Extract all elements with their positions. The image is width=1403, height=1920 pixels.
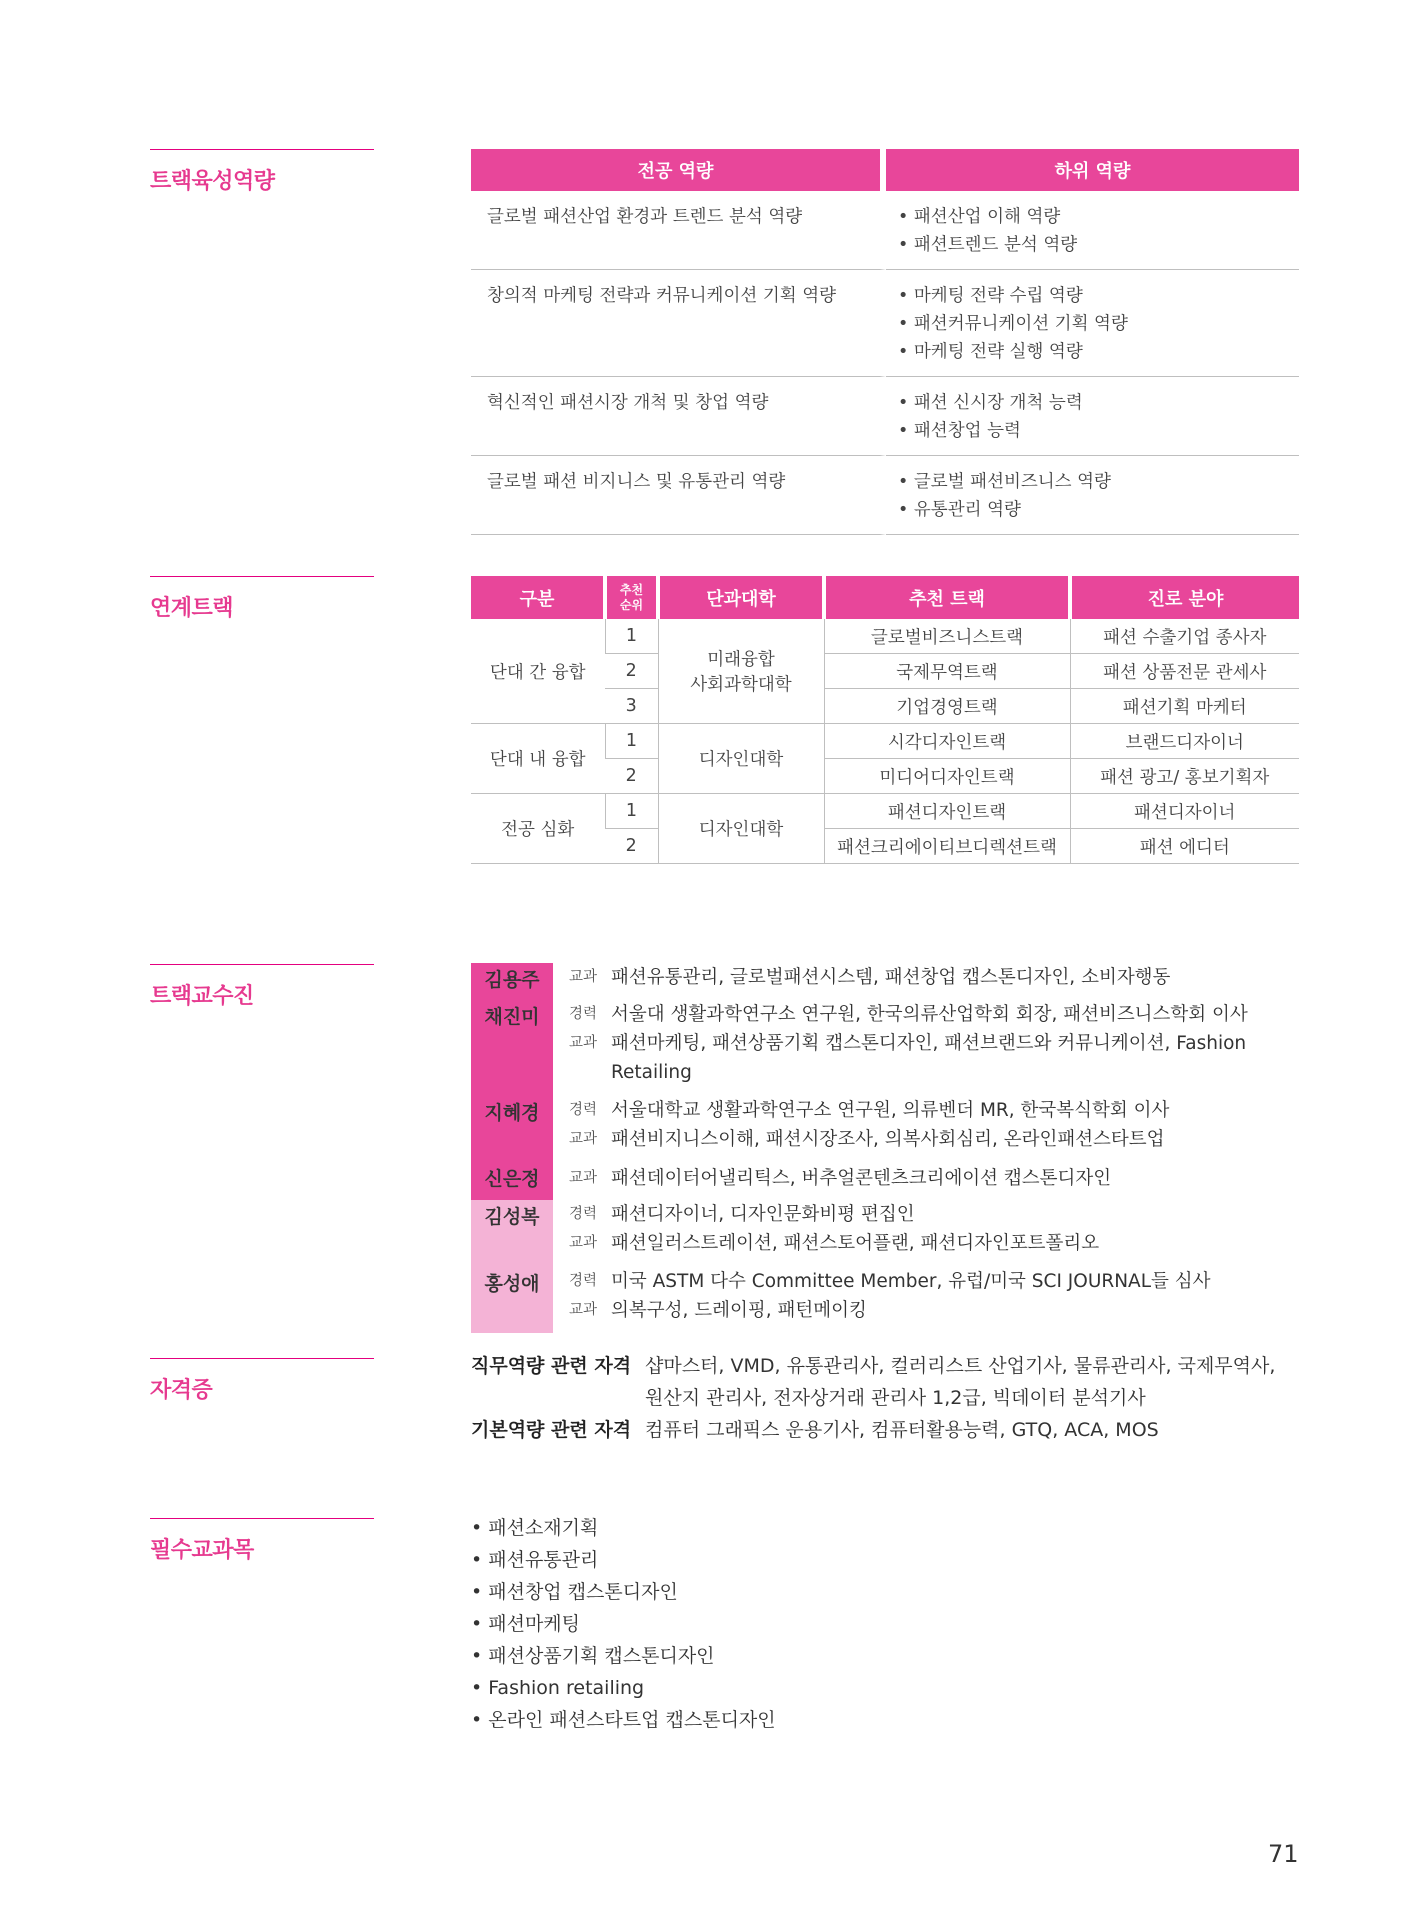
- faculty-line-tag: 교과: [569, 1302, 598, 1318]
- certificate-text: 컴퓨터 그래픽스 운용기사, 컴퓨터활용능력, GTQ, ACA, MOS: [645, 1419, 1159, 1441]
- faculty-list: [471, 963, 1301, 1333]
- certificate-row: [471, 1350, 1301, 1414]
- rank: 2: [605, 654, 658, 689]
- faculty-line-text: 패션일러스트레이션, 패션스토어플랜, 패션디자인포트폴리오: [611, 1233, 1100, 1254]
- linked-header-career: 진로 분야: [1070, 576, 1299, 619]
- rank: 3: [605, 689, 658, 724]
- sub-competency: • 마케팅 전략 수립 역량: [898, 286, 1083, 306]
- faculty-name: 신은정: [471, 1162, 553, 1200]
- major-competency: 혁신적인 패션시장 개척 및 창업 역량: [471, 377, 886, 456]
- list-item: • 패션마케팅: [471, 1613, 581, 1635]
- major-competency: 창의적 마케팅 전략과 커뮤니케이션 기획 역량: [471, 270, 886, 377]
- recommended-track: 미디어디자인트랙: [824, 759, 1070, 794]
- faculty-name: 채진미: [471, 1000, 553, 1096]
- college-line: 디자인대학: [698, 750, 784, 770]
- faculty-entry: [471, 1267, 1301, 1333]
- major-competency: 글로벌 패션 비지니스 및 유통관리 역량: [471, 456, 886, 535]
- sub-competency: • 패션 신시장 개척 능력: [898, 393, 1083, 413]
- faculty-line-text: Retailing: [611, 1062, 692, 1083]
- recommended-track: 기업경영트랙: [824, 689, 1070, 724]
- track-type: 전공 심화: [471, 794, 605, 864]
- faculty-entry: [471, 1200, 1301, 1267]
- sub-competency-list: [886, 191, 1299, 270]
- career-field: 패션 광고/ 홍보기획자: [1070, 759, 1299, 794]
- faculty-line-text: 의복구성, 드레이핑, 패턴메이킹: [611, 1300, 867, 1321]
- recommended-track: 국제무역트랙: [824, 654, 1070, 689]
- faculty-line-tag: 경력: [569, 1273, 598, 1289]
- faculty-entry: [471, 1162, 1301, 1200]
- linked-header-rank: [605, 576, 658, 619]
- list-item: • 패션유통관리: [471, 1549, 599, 1571]
- career-field: 브랜드디자이너: [1070, 724, 1299, 759]
- faculty-entry: [471, 963, 1301, 1000]
- college-line: 디자인대학: [698, 820, 784, 840]
- competency-table: [471, 149, 1299, 535]
- list-item: • 패션상품기획 캡스톤디자인: [471, 1645, 715, 1667]
- faculty-line-tag: 경력: [569, 1102, 598, 1118]
- sub-competency: • 패션커뮤니케이션 기획 역량: [898, 314, 1128, 334]
- section-label-competency: 트랙육성역량: [150, 149, 374, 195]
- rank: 2: [605, 759, 658, 794]
- faculty-name: 지혜경: [471, 1096, 553, 1162]
- linked-header-track: 추천 트랙: [824, 576, 1070, 619]
- list-item: • 패션소재기획: [471, 1517, 599, 1539]
- faculty-name: 김성복: [471, 1200, 553, 1267]
- rank: 1: [605, 724, 658, 759]
- college: [658, 724, 824, 794]
- recommended-track: 시각디자인트랙: [824, 724, 1070, 759]
- faculty-name: 홍성애: [471, 1267, 553, 1333]
- table-row: [471, 456, 1299, 535]
- linked-track-table: [471, 576, 1299, 864]
- faculty-line-text: 미국 ASTM 다수 Committee Member, 유럽/미국 SCI JOURNAL들 심사: [611, 1271, 1211, 1292]
- table-row: [471, 619, 1299, 654]
- linked-header-rank-line: 추천: [619, 582, 644, 597]
- certificate-category: 기본역량 관련 자격: [471, 1419, 632, 1441]
- sub-competency-list: [886, 377, 1299, 456]
- faculty-line-tag: 교과: [569, 1131, 598, 1147]
- certificate-text: 샵마스터, VMD, 유통관리사, 컬러리스트 산업기사, 물류관리사, 국제무역사,: [645, 1355, 1276, 1377]
- list-item: • 온라인 패션스타트업 캡스톤디자인: [471, 1709, 776, 1731]
- sub-competency: • 패션산업 이해 역량: [898, 207, 1061, 227]
- rank: 1: [605, 619, 658, 654]
- major-competency: 글로벌 패션산업 환경과 트렌드 분석 역량: [471, 191, 886, 270]
- faculty-line-tag: 교과: [569, 1170, 598, 1186]
- certificate-row: [471, 1414, 1301, 1446]
- sub-competency: • 마케팅 전략 실행 역량: [898, 342, 1083, 362]
- linked-header-type: 구분: [471, 576, 605, 619]
- table-row: [471, 191, 1299, 270]
- certificate-category: 직무역량 관련 자격: [471, 1355, 632, 1377]
- faculty-name: 김용주: [471, 963, 553, 1000]
- list-item: • Fashion retailing: [471, 1677, 645, 1699]
- faculty-line-text: 패션디자이너, 디자인문화비평 편집인: [611, 1204, 915, 1225]
- linked-header-college: 단과대학: [658, 576, 824, 619]
- linked-header-rank-line: 순위: [619, 597, 644, 612]
- competency-header-sub: 하위 역량: [886, 149, 1299, 191]
- list-item: • 패션창업 캡스톤디자인: [471, 1581, 678, 1603]
- rank: 2: [605, 829, 658, 864]
- faculty-line-text: 서울대학교 생활과학연구소 연구원, 의류벤더 MR, 한국복식학회 이사: [611, 1100, 1170, 1121]
- college-line: 미래융합: [707, 650, 775, 670]
- table-row: [471, 377, 1299, 456]
- table-row: [471, 794, 1299, 829]
- section-label-certificate: 자격증: [150, 1358, 374, 1404]
- certificate-text: 원산지 관리사, 전자상거래 관리사 1,2급, 빅데이터 분석기사: [645, 1387, 1146, 1409]
- college: [658, 794, 824, 864]
- faculty-line-tag: 경력: [569, 1006, 598, 1022]
- competency-header-major: 전공 역량: [471, 149, 886, 191]
- sub-competency: • 패션창업 능력: [898, 421, 1021, 441]
- table-row: [471, 724, 1299, 759]
- recommended-track: 패션디자인트랙: [824, 794, 1070, 829]
- section-label-faculty: 트랙교수진: [150, 964, 374, 1010]
- required-course-list: [471, 1512, 776, 1736]
- college: [658, 619, 824, 724]
- faculty-line-tag: 교과: [569, 969, 598, 985]
- section-label-required-courses: 필수교과목: [150, 1518, 374, 1564]
- rank: 1: [605, 794, 658, 829]
- recommended-track: 패션크리에이티브디렉션트랙: [824, 829, 1070, 864]
- faculty-line-tag: 교과: [569, 1235, 598, 1251]
- faculty-line-text: 패션데이터어낼리틱스, 버추얼콘텐츠크리에이션 캡스톤디자인: [611, 1168, 1112, 1189]
- career-field: 패션기획 마케터: [1070, 689, 1299, 724]
- faculty-line-text: 서울대 생활과학연구소 연구원, 한국의류산업학회 회장, 패션비즈니스학회 이사: [611, 1004, 1248, 1025]
- sub-competency: • 유통관리 역량: [898, 500, 1021, 520]
- track-type: 단대 간 융합: [471, 619, 605, 724]
- faculty-line-tag: [569, 1058, 611, 1087]
- career-field: 패션 상품전문 관세사: [1070, 654, 1299, 689]
- faculty-line-text: 패션마케팅, 패션상품기획 캡스톤디자인, 패션브랜드와 커뮤니케이션, Fashion: [611, 1033, 1247, 1054]
- faculty-line-text: 패션비지니스이해, 패션시장조사, 의복사회심리, 온라인패션스타트업: [611, 1129, 1165, 1150]
- faculty-line-text: 패션유통관리, 글로벌패션시스템, 패션창업 캡스톤디자인, 소비자행동: [611, 967, 1171, 988]
- college-line: 사회과학대학: [690, 675, 792, 695]
- table-row: [471, 270, 1299, 377]
- sub-competency-list: [886, 270, 1299, 377]
- track-type: 단대 내 융합: [471, 724, 605, 794]
- faculty-entry: [471, 1096, 1301, 1162]
- section-label-linked-track: 연계트랙: [150, 576, 374, 622]
- page-number: 71: [1268, 1840, 1299, 1868]
- faculty-entry: [471, 1000, 1301, 1096]
- faculty-line-tag: 교과: [569, 1035, 598, 1051]
- faculty-line-tag: 경력: [569, 1206, 598, 1222]
- sub-competency: • 패션트렌드 분석 역량: [898, 235, 1078, 255]
- career-field: 패션디자이너: [1070, 794, 1299, 829]
- recommended-track: 글로벌비즈니스트랙: [824, 619, 1070, 654]
- sub-competency-list: [886, 456, 1299, 535]
- career-field: 패션 수출기업 종사자: [1070, 619, 1299, 654]
- career-field: 패션 에디터: [1070, 829, 1299, 864]
- certificate-list: [471, 1350, 1301, 1446]
- sub-competency: • 글로벌 패션비즈니스 역량: [898, 472, 1111, 492]
